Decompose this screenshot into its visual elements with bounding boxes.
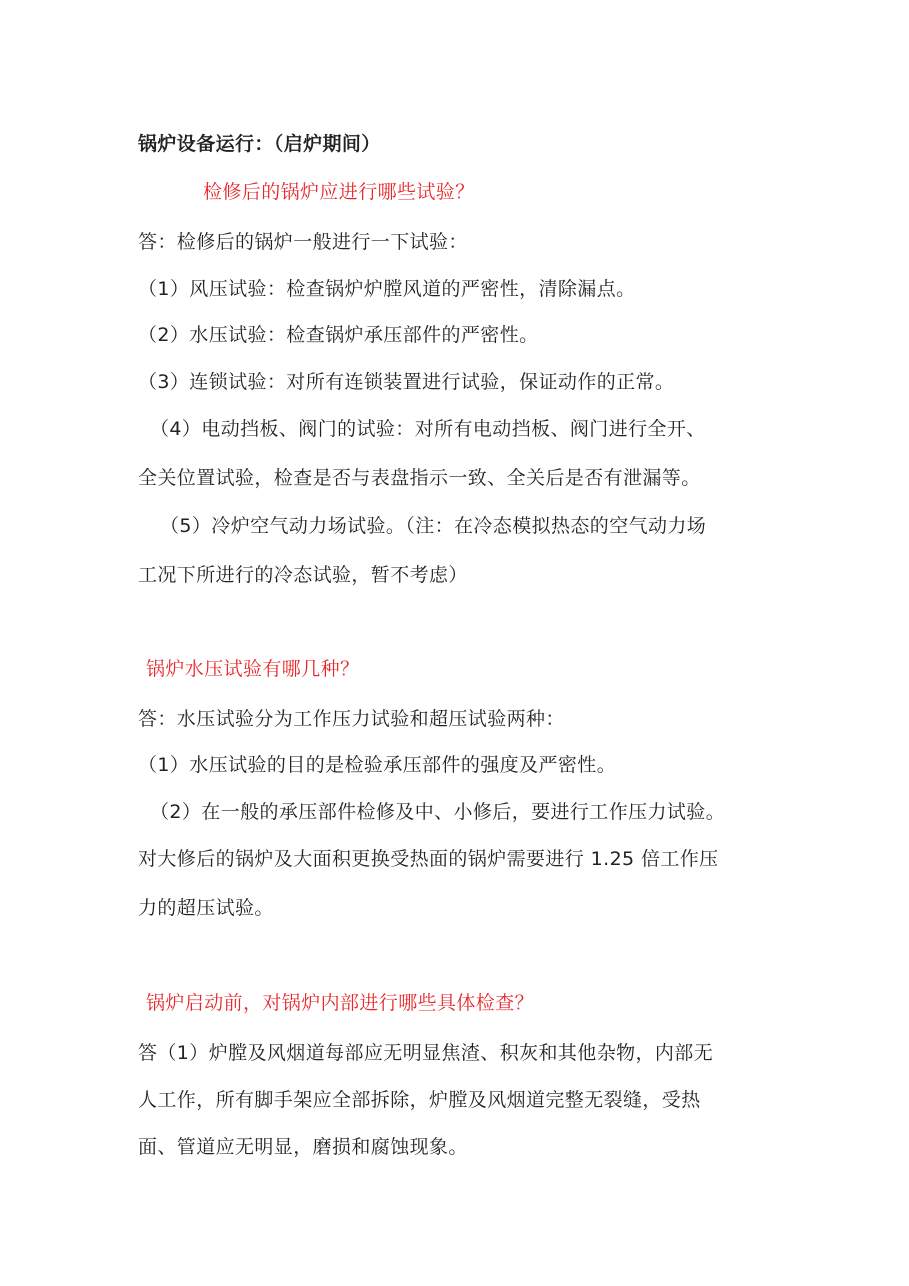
answer-line: 对大修后的锅炉及大面积更换受热面的锅炉需要进行 1.25 倍工作压 (138, 848, 719, 870)
answer-line: （1）水压试验的目的是检验承压部件的强度及严密性。 (138, 754, 617, 776)
answer-line: 全关位置试验，检查是否与表盘指示一致、全关后是否有泄漏等。 (138, 467, 701, 489)
answer-line: （1）风压试验：检查锅炉炉膛风道的严密性，清除漏点。 (138, 278, 636, 300)
answer-line: （5）冷炉空气动力场试验。（注：在冷态模拟热态的空气动力场 (160, 515, 707, 537)
answer-line: 答（1）炉膛及风烟道每部应无明显焦渣、积灰和其他杂物，内部无 (138, 1042, 714, 1064)
answer-line: 答：水压试验分为工作压力试验和超压试验两种： (138, 708, 565, 730)
answer-line: （2）在一般的承压部件检修及中、小修后，要进行工作压力试验。 (150, 801, 726, 823)
document-title: 锅炉设备运行：（启炉期间） (138, 133, 381, 155)
answer-line: （4）电动挡板、阀门的试验：对所有电动挡板、阀门进行全开、 (150, 418, 706, 440)
question-1: 检修后的锅炉应进行哪些试验？ (203, 181, 475, 203)
answer-line: （2）水压试验：检查锅炉承压部件的严密性。 (138, 324, 539, 346)
answer-line: 人工作，所有脚手架应全部拆除，炉膛及风烟道完整无裂缝，受热 (138, 1089, 701, 1111)
answer-line: 答：检修后的锅炉一般进行一下试验： (138, 231, 468, 253)
question-3: 锅炉启动前，对锅炉内部进行哪些具体检查？ (146, 992, 535, 1014)
question-2: 锅炉水压试验有哪几种？ (146, 658, 360, 680)
answer-line: （3）连锁试验：对所有连锁装置进行试验，保证动作的正常。 (138, 371, 675, 393)
answer-line: 面、管道应无明显，磨损和腐蚀现象。 (138, 1136, 468, 1158)
answer-line: 工况下所进行的冷态试验，暂不考虑） (138, 564, 468, 586)
answer-line: 力的超压试验。 (138, 897, 274, 919)
